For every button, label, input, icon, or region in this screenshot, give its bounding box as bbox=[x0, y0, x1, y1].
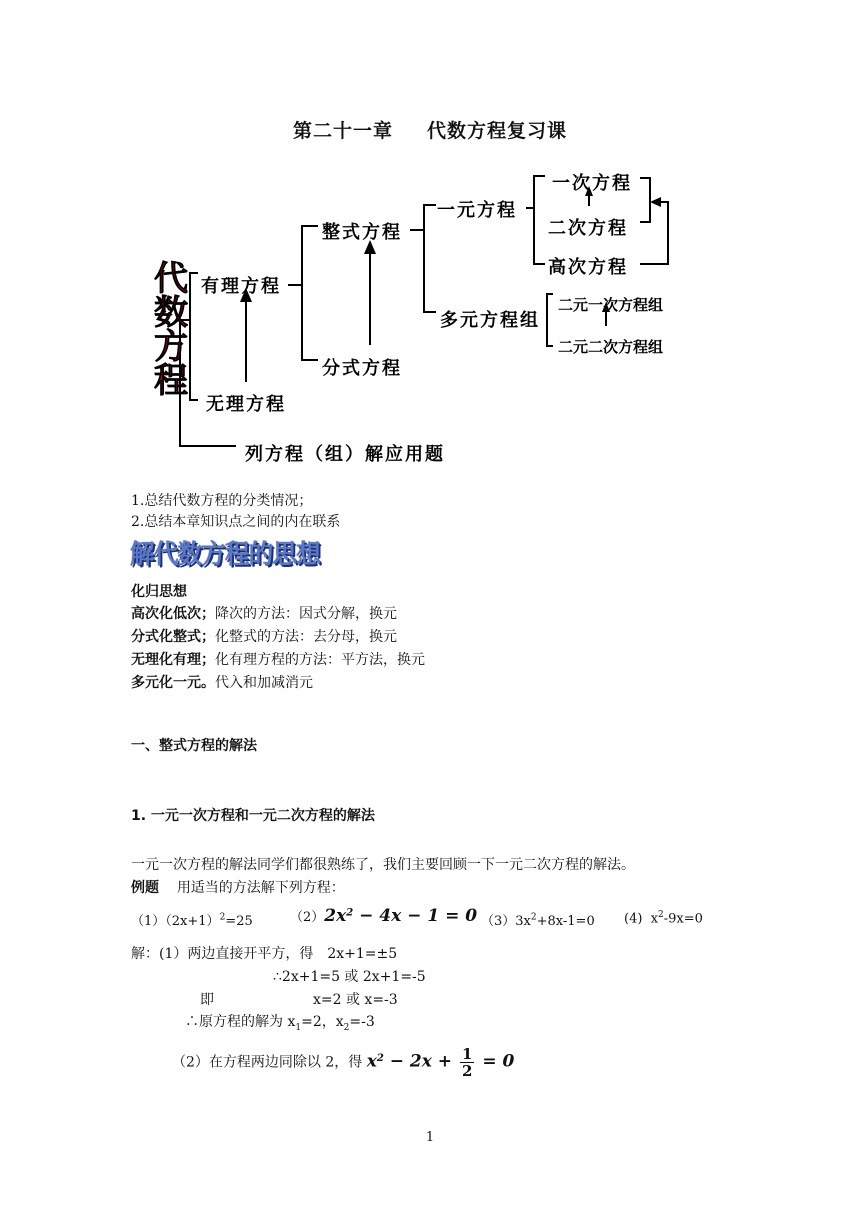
exponent: 2 bbox=[530, 912, 537, 923]
bracket-integral-fractional bbox=[302, 226, 318, 360]
idea-desc: 化有理方程的方法：平方法，换元 bbox=[215, 652, 425, 668]
math-expr: = 0 bbox=[476, 1051, 515, 1072]
problem-3 bbox=[481, 910, 595, 929]
bracket-systems bbox=[547, 294, 553, 346]
problem-expr: 3x bbox=[515, 914, 531, 929]
solution-line-2: ∴2x+1=5 或 2x+1=-5 bbox=[273, 969, 426, 985]
problem-expr: 2x bbox=[324, 906, 347, 926]
idea-desc: 化整式的方法：去分母，换元 bbox=[215, 629, 397, 645]
problem-expr-rest: − 4x − 1 = 0 bbox=[353, 906, 478, 926]
idea-row-4 bbox=[131, 672, 313, 692]
page-number: 1 bbox=[425, 1130, 435, 1145]
problem-rhs: =25 bbox=[225, 914, 253, 929]
idea-term: 分式化整式； bbox=[131, 629, 215, 645]
bracket-degrees bbox=[534, 176, 545, 264]
bracket-reduce-quadratic bbox=[640, 178, 650, 222]
chapter-label: 第二十一章 bbox=[292, 120, 393, 142]
fraction-denominator: 2 bbox=[461, 1062, 473, 1080]
problem-expr-rest: +8x-1=0 bbox=[536, 914, 595, 929]
goal-1: 1.总结代数方程的分类情况； bbox=[131, 493, 313, 509]
solution-line-3: x=2 或 x=-3 bbox=[313, 992, 398, 1008]
node-word-problem: 列方程（组）解应用题 bbox=[245, 444, 445, 465]
problem-label: （1） bbox=[131, 914, 166, 929]
node-irrational: 无理方程 bbox=[206, 394, 286, 415]
problem-4 bbox=[624, 910, 703, 926]
problem-expr-rest: -9x=0 bbox=[663, 911, 703, 927]
bracket-word-problem bbox=[180, 320, 236, 446]
example-line bbox=[131, 877, 345, 897]
node-linear: 一次方程 bbox=[552, 173, 632, 194]
node-integral: 整式方程 bbox=[322, 222, 402, 243]
idea-row-1 bbox=[131, 603, 397, 623]
exponent: 2 bbox=[219, 912, 226, 923]
node-one-var: 一元方程 bbox=[437, 200, 517, 221]
idea-desc: 降次的方法：因式分解，换元 bbox=[215, 606, 397, 622]
idea-term: 无理化有理； bbox=[131, 652, 215, 668]
classification-tree bbox=[0, 0, 860, 480]
text: （2）在方程两边同除以 2，得 bbox=[172, 1054, 363, 1071]
solution-line-5 bbox=[172, 1046, 514, 1079]
problem-2 bbox=[290, 906, 477, 926]
subscript: 1 bbox=[295, 1022, 302, 1033]
section-heading: 一、整式方程的解法 bbox=[131, 738, 257, 754]
problem-1 bbox=[131, 910, 253, 929]
root-char-3: 方 bbox=[154, 327, 188, 367]
problem-label: (4) bbox=[624, 911, 643, 927]
solution-line-3-label: 即 bbox=[200, 992, 214, 1008]
node-sys-quad-quad: 二元二次方程组 bbox=[558, 338, 664, 356]
arrowhead-higher bbox=[650, 197, 661, 207]
problem-expr: （2x+1） bbox=[165, 914, 220, 929]
bracket-rational-irrational bbox=[190, 273, 198, 400]
goal-2: 2.总结本章知识点之间的内在联系 bbox=[131, 514, 341, 530]
exponent: 2 bbox=[346, 907, 354, 919]
problem-label: （2） bbox=[290, 910, 325, 925]
problem-label: （3） bbox=[481, 914, 516, 929]
idea-term: 高次化低次； bbox=[131, 606, 215, 622]
root-char-4: 程 bbox=[154, 361, 188, 401]
node-higher: 高次方程 bbox=[548, 257, 628, 278]
idea-row-3 bbox=[131, 649, 425, 669]
example-label: 例题 bbox=[131, 880, 159, 896]
subscript: 2 bbox=[343, 1022, 350, 1033]
bracket-onevar-multivar bbox=[424, 205, 436, 312]
node-multi-var: 多元方程组 bbox=[440, 310, 540, 331]
fraction bbox=[460, 1046, 474, 1079]
fraction-numerator: 1 bbox=[461, 1045, 473, 1063]
subsection-heading: 1. 一元一次方程和一元二次方程的解法 bbox=[131, 808, 375, 824]
text: ∴原方程的解为 x bbox=[185, 1014, 296, 1030]
idea-row-2 bbox=[131, 626, 397, 646]
text: =-3 bbox=[349, 1014, 375, 1030]
chapter-subject: 代数方程复习课 bbox=[427, 120, 568, 142]
math-expr: − 2x + bbox=[383, 1051, 458, 1072]
node-rational: 有理方程 bbox=[201, 276, 281, 297]
root-char-1: 代 bbox=[154, 259, 188, 299]
idea-heading: 化归思想 bbox=[131, 584, 187, 600]
node-sys-linear-quad: 二元一次方程组 bbox=[558, 296, 664, 314]
idea-desc: 代入和加减消元 bbox=[215, 675, 313, 691]
exponent: 2 bbox=[658, 910, 664, 920]
idea-term: 多元化一元。 bbox=[131, 675, 215, 691]
exponent: 2 bbox=[376, 1052, 384, 1064]
solution-line-1: 解：(1）两边直接开平方，得 2x+1=±5 bbox=[131, 946, 398, 962]
text: =2，x bbox=[301, 1014, 344, 1030]
node-quadratic: 二次方程 bbox=[548, 218, 628, 239]
intro-paragraph: 一元一次方程的解法同学们都很熟练了，我们主要回顾一下一元二次方程的解法。 bbox=[131, 857, 635, 873]
root-char-2: 数 bbox=[154, 293, 188, 333]
wordart-heading: 解代数方程的思想 bbox=[130, 540, 321, 570]
problem-expr: x bbox=[650, 911, 659, 927]
example-text: 用适当的方法解下列方程： bbox=[176, 880, 345, 896]
math-var: x bbox=[366, 1051, 377, 1072]
solution-line-4 bbox=[185, 1011, 375, 1033]
node-fractional: 分式方程 bbox=[322, 358, 402, 379]
bracket-reduce-higher bbox=[640, 202, 668, 264]
